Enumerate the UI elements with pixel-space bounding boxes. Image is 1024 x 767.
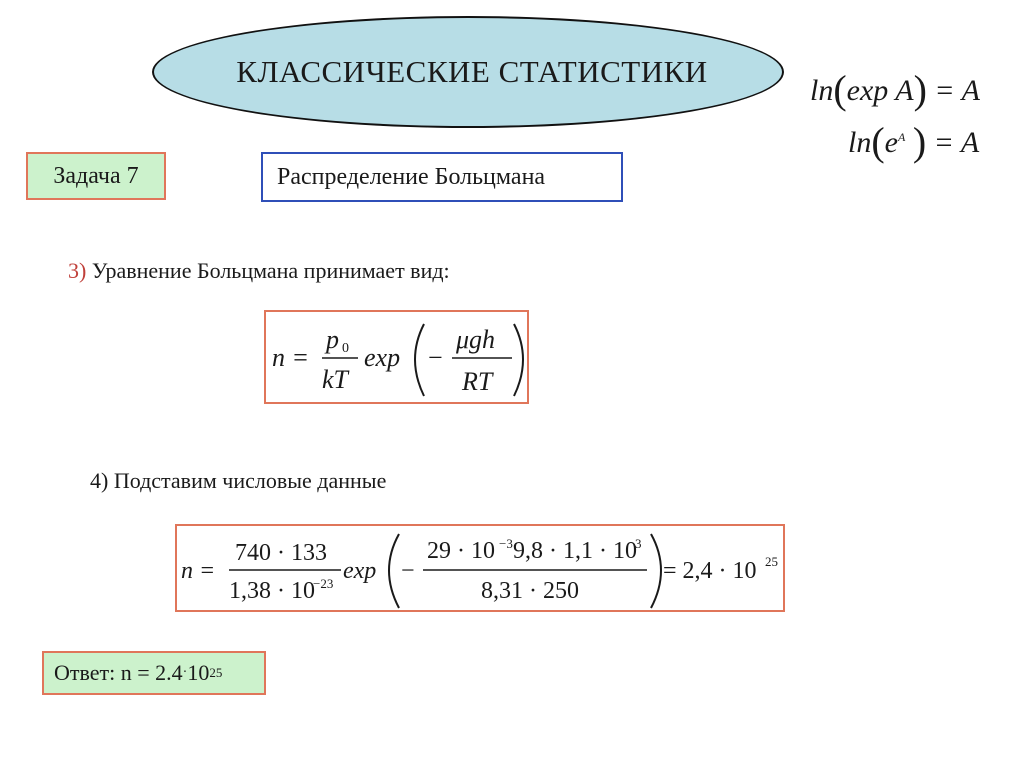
open-paren: ( xyxy=(833,67,847,112)
exp-function: exp xyxy=(343,558,377,584)
ln-label: ln xyxy=(810,74,834,107)
frac2-numerator-part-a: 29 · 10 xyxy=(427,538,495,564)
big-close-paren xyxy=(514,324,523,396)
result-value: = 2,4 · 10 xyxy=(663,558,757,584)
numeric-formula xyxy=(177,526,787,614)
frac2-numerator-part-a-exponent: −3 xyxy=(499,536,513,551)
identity-result: = A xyxy=(933,126,980,159)
topic-text: Распределение Больцмана xyxy=(277,163,546,190)
minus-sign: − xyxy=(428,343,443,372)
open-paren: ( xyxy=(871,119,885,164)
log-identity-exp xyxy=(810,66,980,113)
answer-label: Ответ: n = 2.4 xyxy=(54,660,183,685)
answer-box xyxy=(42,651,266,695)
identity-result: = A xyxy=(934,74,980,107)
exp-argument: exp A xyxy=(846,74,914,107)
e-power: A xyxy=(898,130,906,144)
step-3 xyxy=(68,258,450,284)
task-label: Задача 7 xyxy=(53,162,139,189)
formula-lhs: n = xyxy=(272,343,310,372)
result-exponent: 25 xyxy=(765,554,778,569)
close-paren: ) xyxy=(912,119,927,164)
step-4 xyxy=(90,468,386,494)
boltzmann-formula-box xyxy=(264,310,529,404)
frac1-numerator: 740 · 133 xyxy=(235,540,327,566)
close-paren: ) xyxy=(913,67,927,112)
step-4-text: 4) Подставим числовые данные xyxy=(90,468,387,493)
title-ellipse xyxy=(152,16,784,128)
frac2-denominator: RT xyxy=(462,367,493,396)
formula-lhs: n = xyxy=(181,558,216,584)
frac1-denominator: kT xyxy=(322,365,348,394)
boltzmann-formula xyxy=(266,312,531,406)
ln-label: ln xyxy=(848,126,872,159)
task-label-box xyxy=(26,152,166,200)
minus-sign: − xyxy=(401,558,415,584)
frac1-denominator: 1,38 · 10 xyxy=(229,578,315,604)
e-base: e xyxy=(884,126,898,159)
big-close-paren xyxy=(651,534,661,608)
frac1-numerator: p xyxy=(326,325,339,354)
frac2-numerator-part-b: 9,8 · 1,1 · 10 xyxy=(513,538,637,564)
frac1-numerator-subscript: 0 xyxy=(342,341,349,356)
frac1-denominator-exponent: −23 xyxy=(313,576,334,591)
frac2-numerator-part-b-exponent: 3 xyxy=(635,536,642,551)
step-3-number: 3) xyxy=(68,258,87,283)
log-identity-power xyxy=(848,118,979,165)
frac2-denominator: 8,31 · 250 xyxy=(481,578,579,604)
answer-base: 10 xyxy=(187,660,210,685)
answer-dot: · xyxy=(182,665,188,680)
slide-title: КЛАССИЧЕСКИЕ СТАТИСТИКИ xyxy=(236,54,708,89)
topic-box xyxy=(261,152,623,202)
frac2-numerator: μgh xyxy=(456,325,496,354)
step-3-text: Уравнение Больцмана принимает вид: xyxy=(86,258,450,283)
answer-exponent: 25 xyxy=(209,665,223,680)
numeric-formula-box xyxy=(175,524,785,612)
big-open-paren xyxy=(415,324,424,396)
exp-function: exp xyxy=(364,343,401,372)
big-open-paren xyxy=(389,534,399,608)
